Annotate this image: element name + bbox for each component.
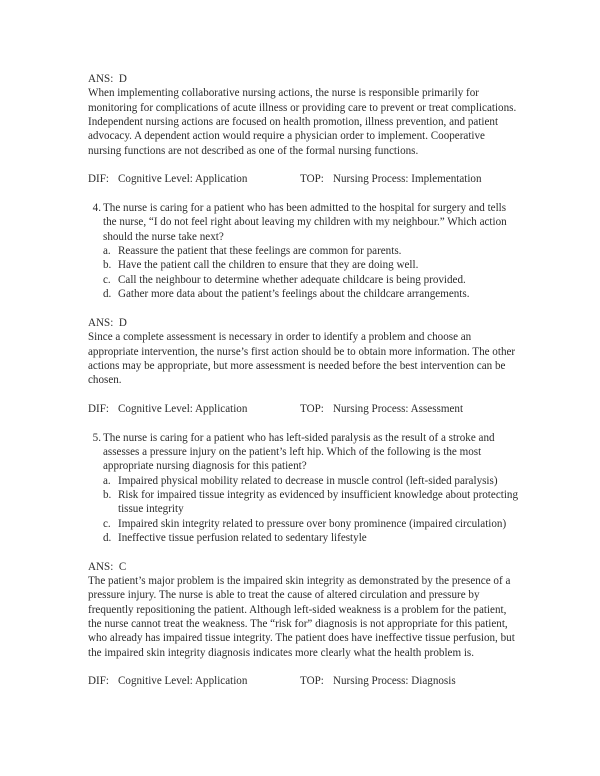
answer-option[interactable] [103, 244, 518, 258]
answer-key-line [88, 72, 518, 86]
option-text: Gather more data about the patient’s feelings about the childcare arrangements. [118, 288, 470, 301]
difficulty-label: DIF: [88, 173, 109, 186]
topic-value: Nursing Process: Diagnosis [333, 675, 456, 688]
question-metadata-row [88, 402, 518, 416]
answer-option[interactable] [103, 258, 518, 272]
question-metadata-row [88, 674, 518, 688]
option-text: Impaired physical mobility related to decrease in muscle control (left-sided paralysis) [118, 474, 498, 487]
difficulty-label: DIF: [88, 675, 109, 688]
difficulty-label: DIF: [88, 402, 109, 415]
answer-value: D [118, 316, 127, 329]
question-number: 4. [92, 202, 101, 215]
paragraph-gap [88, 388, 518, 402]
answer-option[interactable] [103, 273, 518, 287]
answer-rationale: When implementing collaborative nursing actions, the nurse is responsible primarily for monitoring for complications of acute illness or providing care to prevent or treat complications. Independent nursing actions are focused on health promotion, illness prevention, and patient advocacy. A dependent action would require a physician order to implement. Cooperative nursing functions are not described as one of the formal nursing functions. [88, 87, 517, 157]
answer-rationale: Since a complete assessment is necessary in order to identify a problem and choose an appropriate intervention, the nurse’s first action should be to obtain more information. The other actions may be appropriate, but more assessment is needed before the best intervention can be chosen. [88, 331, 516, 387]
option-text: Have the patient call the children to ensure that they are doing well. [118, 259, 419, 272]
difficulty-value: Cognitive Level: Application [118, 402, 248, 415]
difficulty-value: Cognitive Level: Application [118, 173, 248, 186]
answer-key-line [88, 560, 518, 574]
question-item [88, 201, 518, 301]
paragraph-gap [88, 545, 518, 559]
paragraph-gap [88, 302, 518, 316]
option-letter: a. [103, 245, 111, 258]
section-gap [88, 187, 518, 201]
topic-label: TOP: [300, 173, 324, 186]
topic-label: TOP: [300, 675, 324, 688]
question-metadata-row [88, 172, 518, 186]
answer-value: C [118, 560, 127, 573]
question-item [88, 431, 518, 546]
option-text: Reassure the patient that these feelings are common for parents. [118, 245, 402, 258]
question-number: 5. [92, 431, 101, 444]
answer-option[interactable] [103, 531, 518, 545]
answer-options-list [103, 474, 518, 546]
answer-key-line [88, 316, 518, 330]
answer-value: D [118, 73, 127, 85]
answer-label: ANS: [88, 73, 114, 85]
answer-block [88, 560, 518, 660]
option-letter: c. [103, 517, 111, 530]
option-text: Ineffective tissue perfusion related to sedentary lifestyle [118, 532, 367, 544]
section-gap [88, 416, 518, 430]
answer-label: ANS: [88, 316, 114, 329]
answer-options-list [103, 244, 518, 301]
answer-rationale: The patient’s major problem is the impaired skin integrity as demonstrated by the presence of a pressure injury. The nurse is able to treat the cause of altered circulation and pressure by frequently repositioning the patient. Although left-sided weakness is a problem for the patient, the nurse cannot treat the weakness. The “risk for” diagnosis is not appropriate for this patient, who already has impaired tissue integrity. The patient does have ineffective tissue perfusion, but the impaired skin integrity diagnosis indicates more clearly what the health problem is. [88, 575, 515, 659]
topic-value: Nursing Process: Assessment [333, 402, 464, 415]
document-body [88, 72, 518, 689]
paragraph-gap [88, 660, 518, 674]
topic-value: Nursing Process: Implementation [333, 173, 482, 186]
answer-label: ANS: [88, 560, 114, 573]
option-letter: d. [103, 288, 112, 301]
answer-option[interactable] [103, 488, 518, 517]
answer-block [88, 72, 518, 158]
option-letter: c. [103, 273, 111, 286]
option-text: Call the neighbour to determine whether adequate childcare is being provided. [118, 273, 466, 286]
paragraph-gap [88, 158, 518, 172]
question-stem: The nurse is caring for a patient who has left-sided paralysis as the result of a stroke and assesses a pressure injury on the patient’s left hip. Which of the following is the most appropriate nursing diagnosis for this patient? [103, 431, 495, 473]
option-text: Risk for impaired tissue integrity as evidenced by insufficient knowledge about protecting tissue integrity [118, 488, 518, 516]
answer-option[interactable] [103, 474, 518, 488]
option-letter: d. [103, 532, 112, 544]
topic-label: TOP: [300, 402, 324, 415]
option-letter: b. [103, 488, 112, 501]
option-letter: a. [103, 474, 111, 487]
difficulty-value: Cognitive Level: Application [118, 675, 248, 688]
answer-option[interactable] [103, 517, 518, 531]
answer-block [88, 316, 518, 388]
option-letter: b. [103, 259, 112, 272]
answer-option[interactable] [103, 287, 518, 301]
question-stem: The nurse is caring for a patient who has been admitted to the hospital for surgery and tells the nurse, “I do not feel right about leaving my children with my neighbour.” Which action should the nurse take next? [103, 202, 507, 243]
option-text: Impaired skin integrity related to pressure over bony prominence (impaired circulation) [118, 517, 507, 530]
